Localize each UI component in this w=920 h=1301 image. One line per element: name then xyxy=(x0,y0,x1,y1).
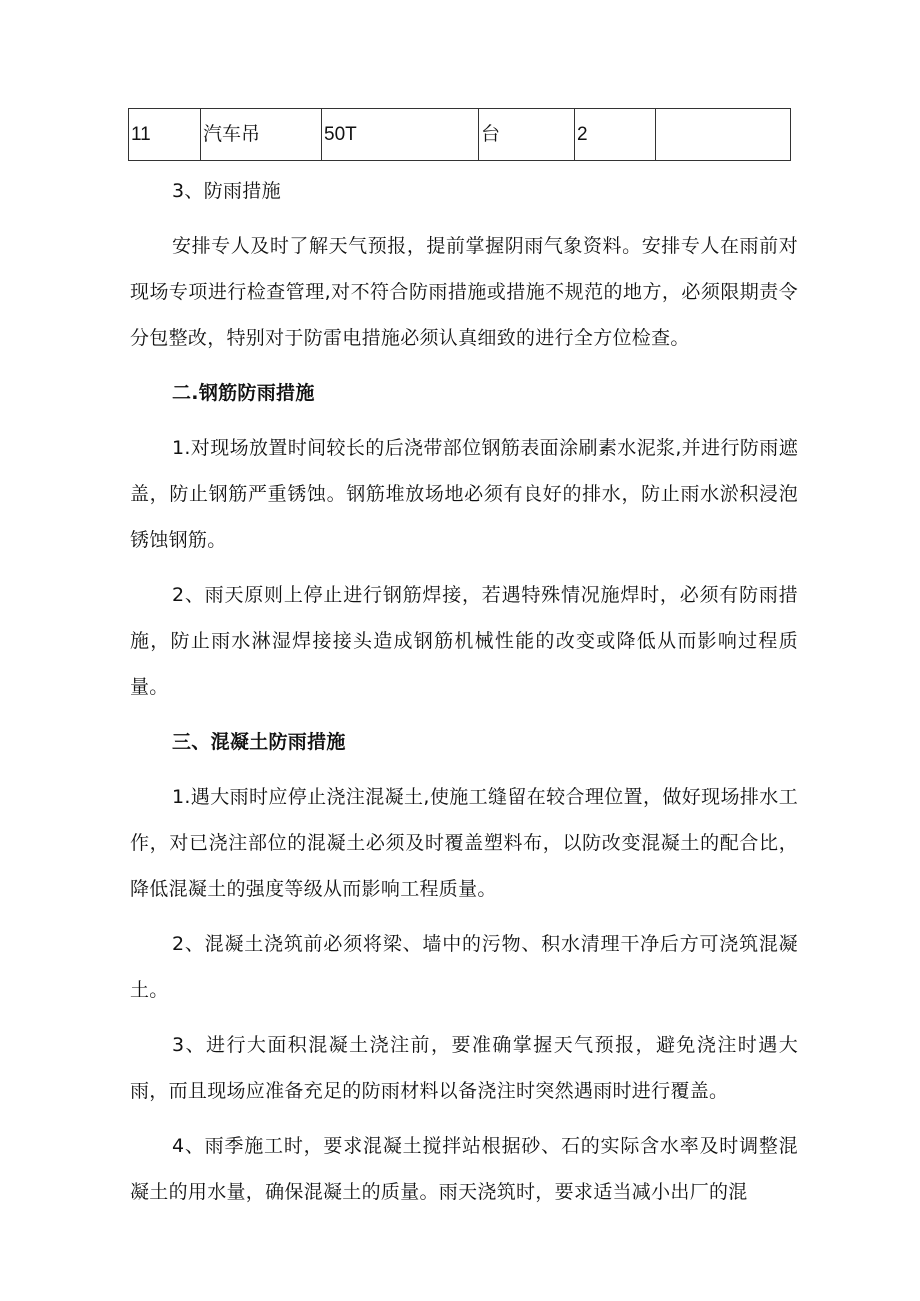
section-heading: 三、混凝土防雨措施 xyxy=(172,731,346,753)
paragraph: 4、雨季施工时，要求混凝土搅拌站根据砂、石的实际含水率及时调整混凝土的用水量，确保混凝土的质量。雨天浇筑时，要求适当减小出厂的混 xyxy=(130,1135,798,1203)
equipment-table xyxy=(128,108,791,161)
section-heading: 二.钢筋防雨措施 xyxy=(172,382,315,404)
table-cell-spec: 50T xyxy=(322,109,479,161)
table-cell-remark xyxy=(656,109,791,161)
document-body xyxy=(130,168,798,1215)
table-cell-unit: 台 xyxy=(479,109,575,161)
subsection-title: 3、防雨措施 xyxy=(172,180,281,202)
paragraph: 安排专人及时了解天气预报，提前掌握阴雨气象资料。安排专人在雨前对现场专项进行检查管理,对不符合防雨措施或措施不规范的地方，必须限期责令分包整改，特别对于防雷电措施必须认真细致的进行全方位检查。 xyxy=(130,235,798,349)
table-cell-name: 汽车吊 xyxy=(201,109,322,161)
paragraph: 3、进行大面积混凝土浇注前，要准确掌握天气预报，避免浇注时遇大雨，而且现场应准备充足的防雨材料以备浇注时突然遇雨时进行覆盖。 xyxy=(130,1034,798,1102)
paragraph: 1.遇大雨时应停止浇注混凝土,使施工缝留在较合理位置，做好现场排水工作，对已浇注部位的混凝土必须及时覆盖塑料布，以防改变混凝土的配合比，降低混凝土的强度等级从而影响工程质量。 xyxy=(130,786,798,900)
table-row xyxy=(129,109,791,161)
paragraph: 2、混凝土浇筑前必须将梁、墙中的污物、积水清理干净后方可浇筑混凝土。 xyxy=(130,933,798,1001)
table-cell-number: 11 xyxy=(129,109,201,161)
paragraph: 2、雨天原则上停止进行钢筋焊接，若遇特殊情况施焊时，必须有防雨措施，防止雨水淋湿焊接接头造成钢筋机械性能的改变或降低从而影响过程质量。 xyxy=(130,584,798,698)
paragraph: 1.对现场放置时间较长的后浇带部位钢筋表面涂刷素水泥浆,并进行防雨遮盖，防止钢筋严重锈蚀。钢筋堆放场地必须有良好的排水，防止雨水淤积浸泡锈蚀钢筋。 xyxy=(130,437,798,551)
table-cell-quantity: 2 xyxy=(575,109,656,161)
